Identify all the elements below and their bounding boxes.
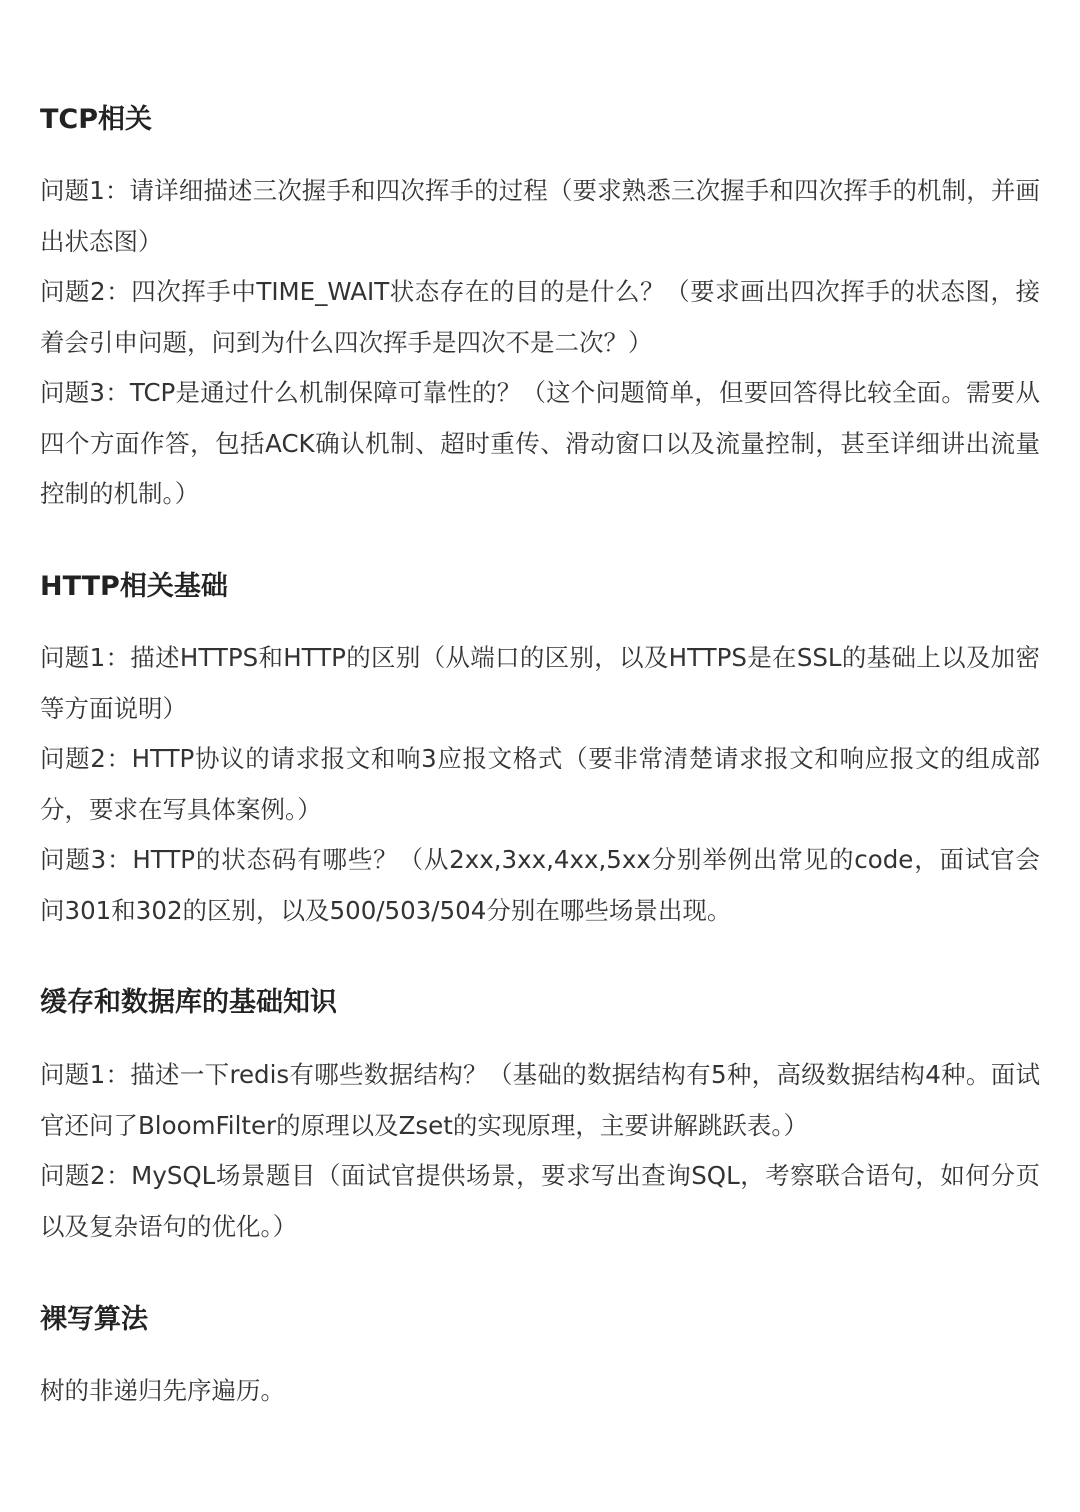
section-title-http: HTTP相关基础 [40, 571, 228, 602]
section-title-algorithm: 裸写算法 [40, 1304, 148, 1335]
tcp-question-2: 问题2：四次挥手中TIME_WAIT状态存在的目的是什么？（要求画出四次挥手的状态图，接着会引申问题，问到为什么四次挥手是四次不是二次？） [40, 277, 1040, 357]
section-title-tcp: TCP相关 [40, 104, 153, 135]
cache-db-question-2: 问题2：MySQL场景题目（面试官提供场景，要求写出查询SQL，考察联合语句，如何分页以及复杂语句的优化。） [40, 1161, 1040, 1241]
algorithm-item-1: 树的非递归先序遍历。 [40, 1376, 285, 1405]
http-question-1: 问题1：描述HTTPS和HTTP的区别（从端口的区别，以及HTTPS是在SSL的基础上以及加密等方面说明） [40, 643, 1040, 723]
section-title-cache-db: 缓存和数据库的基础知识 [40, 987, 337, 1018]
http-question-3: 问题3：HTTP的状态码有哪些？（从2xx,3xx,4xx,5xx分别举例出常见的code，面试官会问301和302的区别，以及500/503/504分别在哪些场景出现。 [40, 845, 1040, 925]
cache-db-question-1: 问题1：描述一下redis有哪些数据结构？（基础的数据结构有5种，高级数据结构4种。面试官还问了BloomFilter的原理以及Zset的实现原理，主要讲解跳跃表。） [40, 1060, 1040, 1140]
http-question-2: 问题2：HTTP协议的请求报文和响3应报文格式（要非常清楚请求报文和响应报文的组成部分，要求在写具体案例。） [40, 744, 1040, 824]
tcp-question-1: 问题1：请详细描述三次握手和四次挥手的过程（要求熟悉三次握手和四次挥手的机制，并画出状态图） [40, 176, 1040, 256]
tcp-question-3: 问题3：TCP是通过什么机制保障可靠性的？（这个问题简单，但要回答得比较全面。需要从四个方面作答，包括ACK确认机制、超时重传、滑动窗口以及流量控制，甚至详细讲出流量控制的机制。） [40, 378, 1040, 508]
